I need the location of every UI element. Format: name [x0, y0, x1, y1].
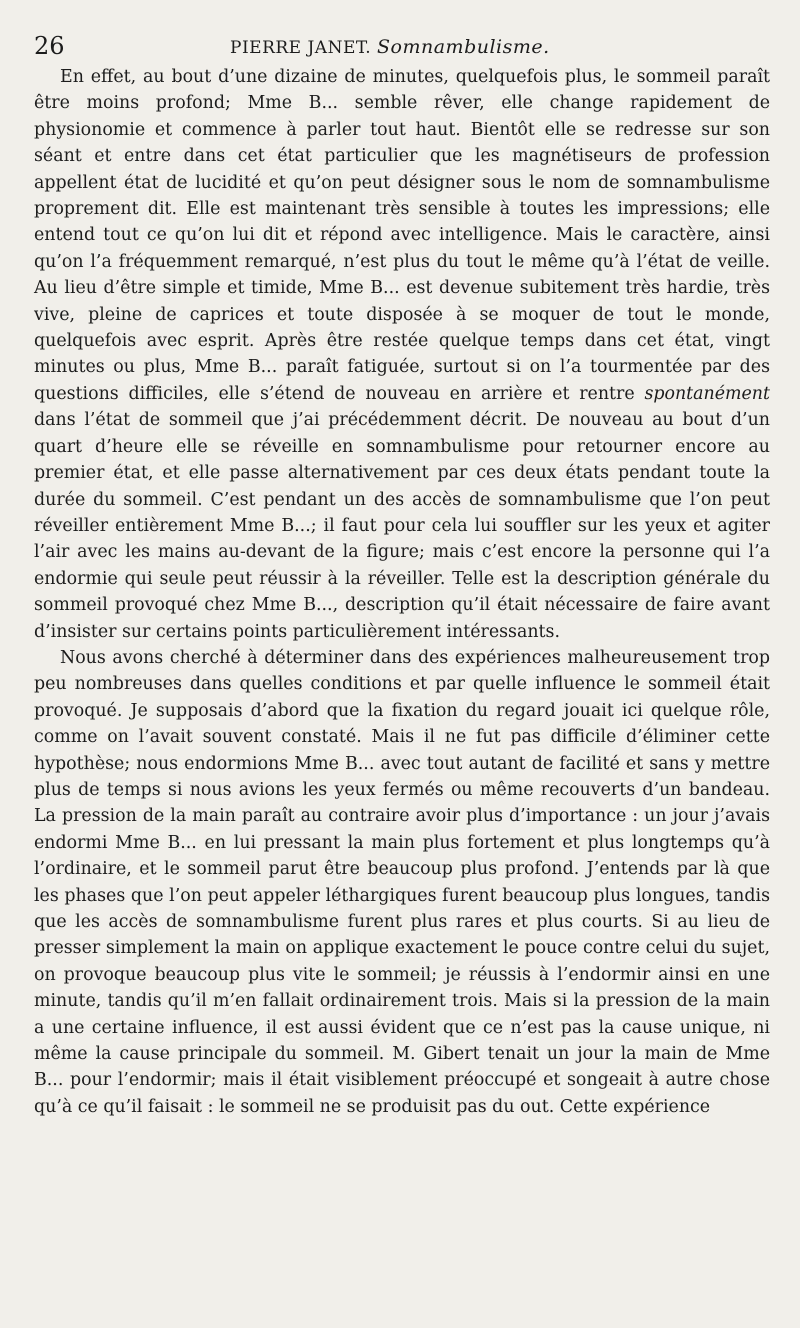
paragraph-1-text-b: dans l’état de sommeil que j’ai précédemment décrit. De nouveau au bout d’un quart d’heure elle se réveille en somnambulisme pour retourner encore au premier état, et elle passe alternativement par ces deux états pendant toute la durée du sommeil. C’est pendant un des accès de somnambulisme que l’on peut réveiller entièrement Mme B...; il faut pour cela lui souffler sur les yeux et agiter l’air avec les mains au-devant de la figure; mais c’est encore la personne qui l’a endormie qui seule peut réussir à la réveiller. Telle est la description générale du sommeil provoqué chez Mme B..., description qu’il était nécessaire de faire avant d’insister sur certains points particulièrement intéressants.: [34, 410, 770, 642]
paragraph-1-italic-word: spontanément: [644, 383, 770, 404]
running-head: [230, 36, 550, 58]
body-text: [34, 64, 770, 1120]
paragraph-1: [34, 64, 770, 645]
running-head-title: Somnambulisme.: [377, 36, 550, 58]
page-header: [34, 30, 770, 64]
paragraph-2: Nous avons cherché à déterminer dans des expériences malheureusement trop peu nombreuses dans quelles conditions et par quelle influence le sommeil était provoqué. Je supposais d’abord que la fixation du regard jouait ici quelque rôle, comme on l’avait souvent constaté. Mais il ne fut pas difficile d’éliminer cette hypothèse; nous endormions Mme B... avec tout autant de facilité et sans y mettre plus de temps si nous avions les yeux fermés ou même recouverts d’un bandeau. La pression de la main paraît au contraire avoir plus d’importance : un jour j’avais endormi Mme B... en lui pressant la main plus fortement et plus longtemps qu’à l’ordinaire, et le sommeil parut être beaucoup plus profond. J’entends par là que les phases que l’on peut appeler léthargiques furent beaucoup plus longues, tandis que les accès de somnambulisme furent plus rares et plus courts. Si au lieu de presser simplement la main on applique exactement le pouce contre celui du sujet, on provoque beaucoup plus vite le sommeil; je réussis à l’endormir ainsi en une minute, tandis qu’il m’en fallait ordinairement trois. Mais si la pression de la main a une certaine influence, il est aussi évident que ce n’est pas la cause unique, ni même la cause principale du sommeil. M. Gibert tenait un jour la main de Mme B... pour l’endormir; mais il était visiblement préoccupé et songeait à autre chose qu’à ce qu’il faisait : le sommeil ne se produisit pas du out. Cette expérience: [34, 647, 770, 1117]
paragraph-1-text-a: En effet, au bout d’une dizaine de minutes, quelquefois plus, le sommeil paraît être moins profond; Mme B... semble rêver, elle change rapidement de physionomie et commence à parler tout haut. Bientôt elle se redresse sur son séant et entre dans cet état particulier que les magnétiseurs de profession appellent état de lucidité et qu’on peut désigner sous le nom de somnambulisme proprement dit. Elle est maintenant très sensible à toutes les impressions; elle entend tout ce qu’on lui dit et répond avec intelligence. Mais le caractère, ainsi qu’on l’a fréquemment remarqué, n’est plus du tout le même qu’à l’état de veille. Au lieu d’être simple et timide, Mme B... est devenue subitement très hardie, très vive, pleine de caprices et toute disposée à se moquer de tout le monde, quelquefois avec esprit. Après être restée quelque temps dans cet état, vingt minutes ou plus, Mme B... paraît fatiguée, surtout si on l’a tourmentée par des questions difficiles, elle s’étend de nouveau en arrière et rentre: [34, 67, 770, 404]
page-number: 26: [34, 32, 65, 60]
running-head-author: PIERRE JANET.: [230, 38, 372, 58]
